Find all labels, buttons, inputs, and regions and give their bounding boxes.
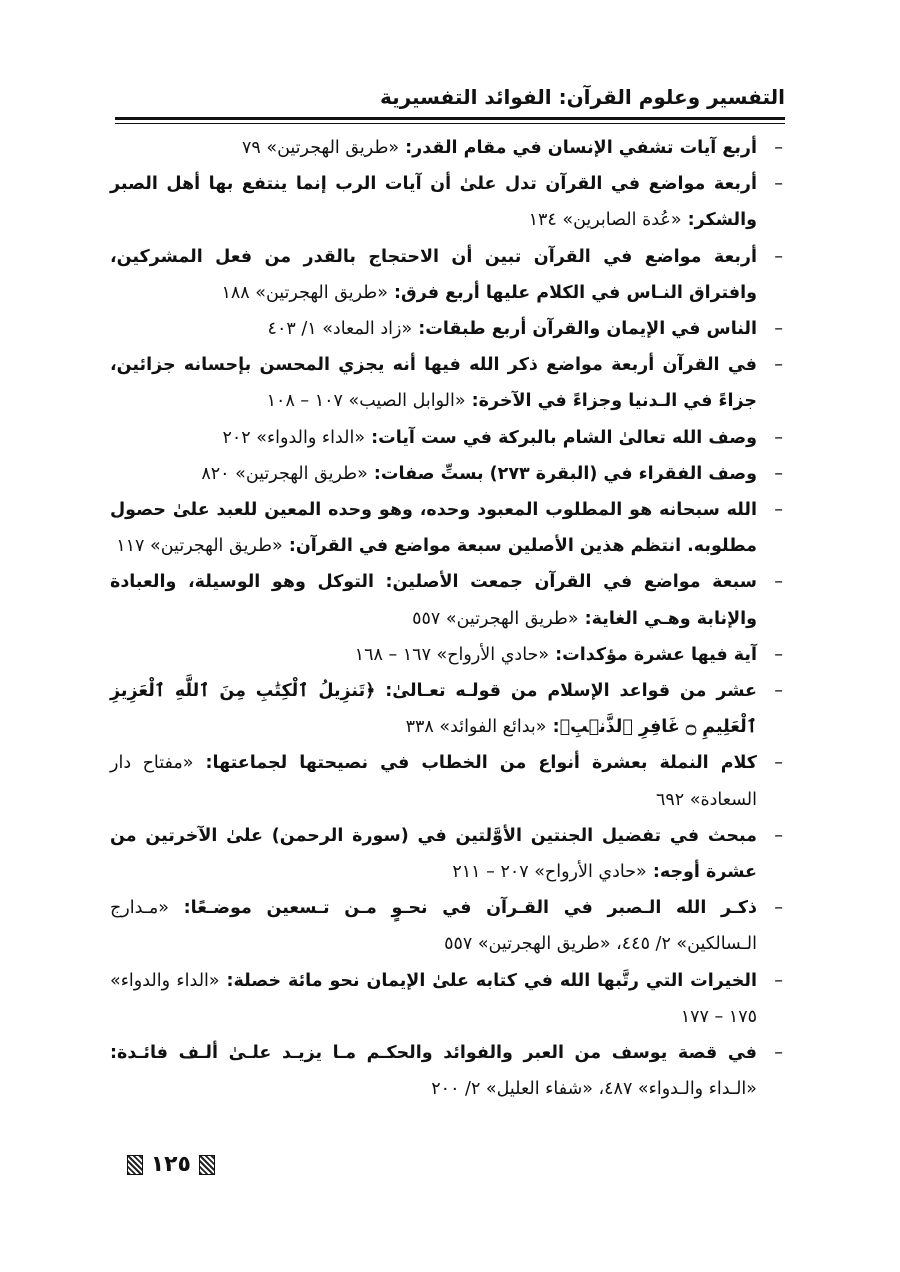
entry-source: «زاد المعاد» ١/ ٤٠٣ — [267, 319, 413, 340]
list-dash: – — [774, 644, 783, 665]
list-dash: – — [774, 970, 783, 991]
entry-source: «طريق الهجرتين» ٧٩ — [242, 138, 400, 158]
index-entry — [110, 492, 785, 564]
list-dash: – — [774, 463, 783, 484]
index-entry — [110, 963, 785, 1035]
entry-text: مبحث في تفضيل الجنتين الأوَّلتين في (سورة الرحمن) علىٰ الآخرتين من عشرة أوجه: — [110, 825, 757, 883]
index-entry — [110, 890, 785, 962]
entry-source: «الـداء والـدواء» ٤٨٧، «شفاء العليل» ٢/ ٢٠٠ — [431, 1079, 757, 1100]
index-entry — [110, 456, 785, 492]
entry-text: سبعة مواضع في القرآن جمعت الأصلين: التوكل وهو الوسيلة، والعبادة والإنابة وهـي الغاية: — [110, 572, 757, 629]
entry-text: الناس في الإيمان والقرآن أربع طبقات: — [412, 319, 757, 340]
entry-text: وصف الله تعالىٰ الشام بالبركة في ست آيات: — [365, 427, 757, 448]
entry-source: «مفتاح دار السعادة» ٦٩٢ — [110, 753, 757, 810]
entry-source: «مـدارج الـسالكين» ٢/ ٤٤٥، «طريق الهجرتين» ٥٥٧ — [110, 898, 757, 955]
index-entry — [110, 347, 785, 419]
entry-source: «طريق الهجرتين» ١١٧ — [116, 536, 283, 557]
entry-source: «الوابل الصيب» ١٠٧ – ١٠٨ — [266, 391, 466, 412]
page-number: ١٢٥ — [150, 1152, 191, 1177]
index-entry — [110, 420, 785, 456]
running-header: التفسير وعلوم القرآن: الفوائد التفسيرية — [379, 85, 785, 109]
index-entry — [110, 818, 785, 890]
entry-source: «الداء والدواء» ١٧٥ – ١٧٧ — [110, 970, 757, 1027]
entry-text: في قصة يوسف من العبر والفوائد والحكـم مـا يزيـد علـىٰ ألـف فائـدة: — [110, 1043, 757, 1064]
entry-text: أربعة مواضع في القرآن تبين أن الاحتجاج بالقدر من فعل المشركين، وافتراق النـاس في الكلام عليها أربع فرق: — [110, 246, 757, 303]
index-entry — [110, 564, 785, 636]
entry-source: «عُدة الصابرين» ١٣٤ — [528, 210, 682, 231]
index-entry — [110, 166, 785, 238]
entry-source: «حادي الأرواح» ٢٠٧ – ٢١١ — [452, 862, 647, 883]
entry-source: «الداء والدواء» ٢٠٢ — [222, 427, 366, 448]
index-entry — [110, 311, 785, 347]
entry-source: «حادي الأرواح» ١٦٧ – ١٦٨ — [354, 644, 550, 665]
entry-text: وصف الفقراء في (البقرة ٢٧٣) بستِّ صفات: — [367, 463, 757, 484]
entry-source: «بدائع الفوائد» ٣٣٨ — [405, 717, 547, 738]
entry-source: «طريق الهجرتين» ٥٥٧ — [412, 608, 579, 629]
entry-text: أربع آيات تشفي الإنسان في مقام القدر: — [399, 138, 757, 158]
list-dash: – — [774, 898, 783, 919]
list-dash: – — [774, 1043, 783, 1064]
entry-text: في القرآن أربعة مواضع ذكر الله فيها أنه يجزي المحسن بإحسانه جزائين، جزاءً في الـدنيا وجزاءً في الآخرة: — [110, 355, 757, 412]
list-dash: – — [774, 319, 783, 340]
ornament-icon — [127, 1155, 143, 1175]
index-entry — [110, 745, 785, 817]
entry-text: الخيرات التي رتَّبها الله في كتابه علىٰ الإيمان نحو مائة خصلة: — [219, 970, 757, 991]
list-dash: – — [774, 427, 783, 448]
index-entry — [110, 637, 785, 673]
list-dash: – — [774, 174, 783, 195]
index-entry — [110, 1035, 785, 1107]
list-dash: – — [774, 753, 783, 774]
page-footer — [95, 1152, 215, 1177]
entry-text: كلام النملة بعشرة أنواع من الخطاب في نصيحتها لجماعتها: — [193, 753, 757, 774]
list-dash: – — [774, 355, 783, 376]
header-rule-thin — [115, 123, 785, 124]
ornament-icon — [199, 1155, 215, 1175]
entry-source: «طريق الهجرتين» ١٨٨ — [221, 282, 388, 303]
entry-source: «طريق الهجرتين» ٨٢٠ — [201, 463, 368, 484]
entry-text: ذكـر الله الـصبر في القـرآن في نحـوٍ مـن تـسعين موضـعًا: — [169, 898, 757, 919]
entry-text: آية فيها عشرة مؤكدات: — [549, 644, 757, 665]
list-dash: – — [774, 138, 783, 158]
index-entry — [110, 130, 785, 166]
entry-text: أربعة مواضع في القرآن تدل علىٰ أن آيات الرب إنما ينتفع بها أهل الصبر والشكر: — [110, 174, 757, 231]
entry-text: عشر من قواعد الإسلام من قولـه تعـالىٰ: ﴿تَنزِيلُ ٱلْكِتَٰبِ مِنَ ٱللَّهِ ٱلْعَزِيزِ ٱلْعَلِيمِ ۝ غَافِرِ ٱلذَّنۢبِ﴾: — [110, 681, 757, 738]
list-dash: – — [774, 500, 783, 521]
index-entry — [110, 239, 785, 311]
list-dash: – — [774, 825, 783, 846]
index-list — [110, 130, 785, 1107]
list-dash: – — [774, 681, 783, 702]
list-dash: – — [774, 246, 783, 267]
index-entry — [110, 673, 785, 745]
header-rule-thick — [115, 117, 785, 120]
list-dash: – — [774, 572, 783, 593]
entry-text: الله سبحانه هو المطلوب المعبود وحده، وهو وحده المعين للعبد علىٰ حصول مطلوبه. انتظم هذين الأصلين سبعة مواضع في القرآن: — [110, 500, 757, 557]
